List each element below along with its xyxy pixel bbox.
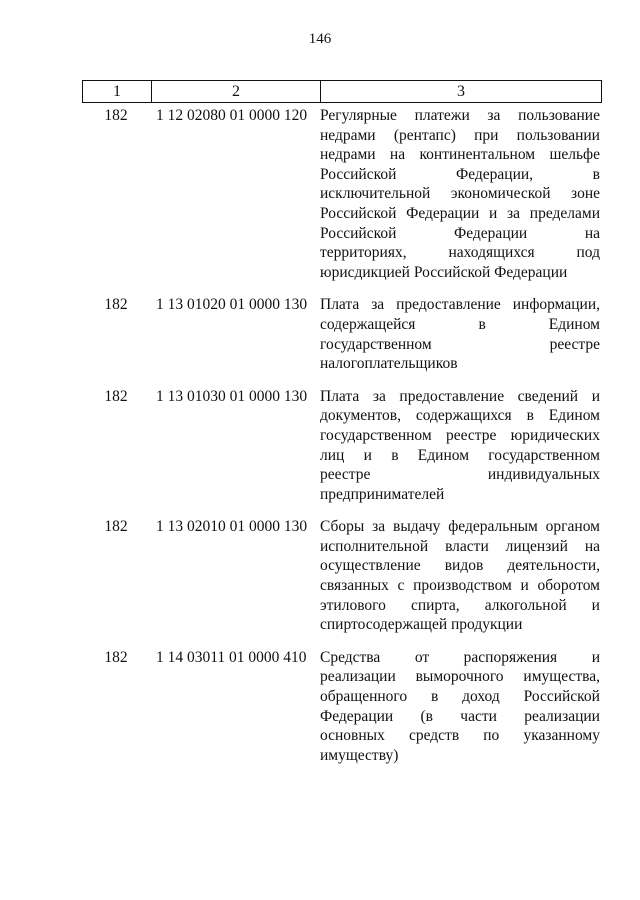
- table-row: [82, 387, 602, 505]
- description-line: реестре индивидуальных: [320, 466, 600, 484]
- description-line: предпринимателей: [320, 485, 445, 503]
- table-row: [82, 295, 602, 373]
- description-line: Плата за предоставление сведений и: [320, 387, 600, 405]
- header-col-3: 3: [321, 81, 602, 103]
- table-row: [82, 106, 602, 282]
- description-cell: [318, 106, 600, 282]
- description-line: территориях, находящихся под: [320, 244, 600, 262]
- description-line: Российской Федерации, в: [320, 165, 600, 183]
- description-line: Плата за предоставление информации,: [320, 296, 600, 314]
- description-line: недрами на континентальном шельфе: [320, 146, 600, 164]
- description-line: исключительной экономической зоне: [320, 185, 600, 203]
- table-header: [82, 80, 602, 103]
- description-line: государственном реестре юридических: [320, 426, 600, 444]
- description-line: обращенного в доход Российской: [320, 688, 600, 706]
- table-row: [82, 517, 602, 635]
- description-line: Российской Федерации и за пределами: [320, 204, 600, 222]
- description-line: юрисдикцией Российской Федерации: [320, 263, 568, 281]
- description-line: Российской Федерации на: [320, 224, 600, 242]
- description-line: содержащейся в Едином: [320, 315, 600, 333]
- admin-code-cell: 182: [104, 387, 128, 405]
- header-col-2: 2: [152, 81, 321, 103]
- description-line: недрами (рентапс) при пользовании: [320, 126, 600, 144]
- description-line: связанных с производством и оборотом: [320, 577, 600, 595]
- description-line: лиц и в Едином государственном: [320, 446, 600, 464]
- kbk-code-cell: 1 12 02080 01 0000 120: [156, 107, 308, 124]
- kbk-code-cell: 1 13 01020 01 0000 130: [156, 296, 308, 314]
- description-line: исполнительной власти лицензий на: [320, 537, 600, 555]
- description-line: Сборы за выдачу федеральным органом: [320, 518, 600, 536]
- admin-code-cell: 182: [104, 518, 128, 536]
- kbk-code-cell: 1 13 01030 01 0000 130: [156, 387, 308, 405]
- description-line: этилового спирта, алкогольной и: [320, 596, 600, 614]
- description-line: Регулярные платежи за пользование: [320, 107, 600, 124]
- description-line: реализации выморочного имущества,: [320, 668, 600, 686]
- description-line: налогоплательщиков: [320, 355, 458, 373]
- description-line: спиртосодержащей продукции: [320, 616, 523, 634]
- table-body: [82, 106, 602, 778]
- kbk-code-cell: 1 13 02010 01 0000 130: [156, 518, 308, 536]
- description-cell: [318, 517, 600, 635]
- description-cell: [318, 648, 600, 766]
- description-line: Федерации (в части реализации: [320, 707, 600, 725]
- description-line: Средства от распоряжения и: [320, 648, 600, 666]
- admin-code-cell: 182: [104, 107, 128, 124]
- description-line: документов, содержащихся в Едином: [320, 407, 600, 425]
- admin-code-cell: 182: [104, 648, 128, 666]
- table-row: [82, 648, 602, 766]
- description-line: основных средств по указанному: [320, 727, 600, 745]
- header-col-1: 1: [83, 81, 152, 103]
- kbk-code-cell: 1 14 03011 01 0000 410: [156, 648, 307, 666]
- description-cell: [318, 295, 600, 373]
- description-line: имуществу): [320, 746, 399, 764]
- description-line: осуществление видов деятельности,: [320, 557, 600, 575]
- description-line: государственном реестре: [320, 335, 600, 353]
- page-number: 146: [308, 31, 332, 47]
- admin-code-cell: 182: [104, 296, 128, 314]
- description-cell: [318, 387, 600, 505]
